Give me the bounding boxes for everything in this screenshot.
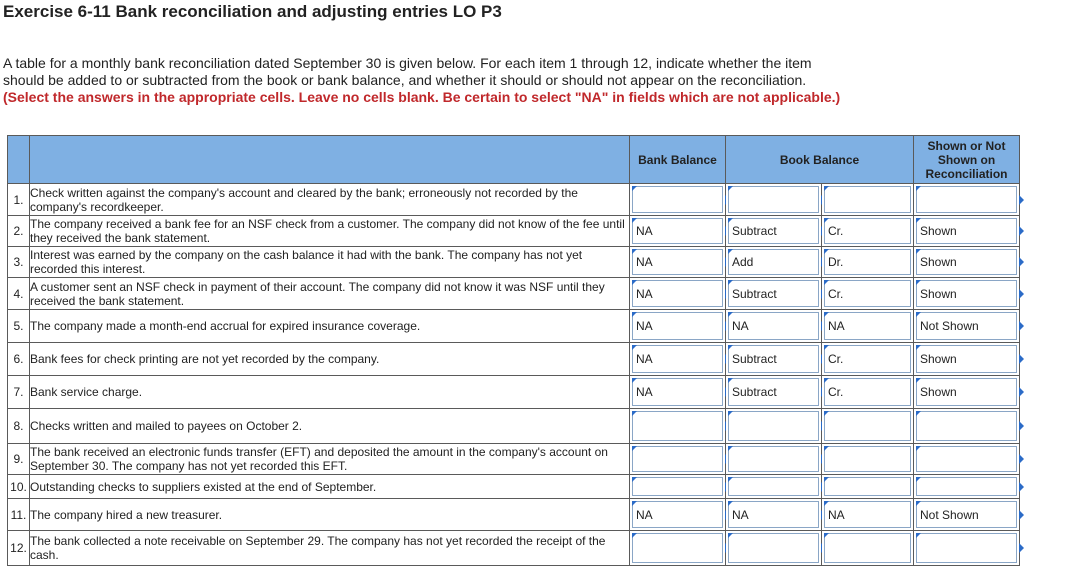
book-balance-select-cell	[726, 409, 822, 444]
item-number: 1.	[8, 184, 30, 216]
shown-select[interactable]	[916, 411, 1017, 441]
bank-balance-select[interactable]: NA	[632, 218, 723, 244]
item-number: 5.	[8, 310, 30, 343]
debit-credit-select[interactable]	[824, 477, 911, 496]
bank-balance-select-cell	[630, 216, 726, 247]
table-row	[8, 278, 1020, 310]
item-description: The company made a month-end accrual for expired insurance coverage.	[30, 310, 630, 343]
header-number	[8, 136, 30, 184]
item-number: 12.	[8, 531, 30, 566]
shown-select-cell	[914, 343, 1020, 376]
dropdown-arrow-icon	[1019, 289, 1024, 299]
reconciliation-table	[7, 135, 1020, 566]
book-balance-select[interactable]	[728, 186, 819, 213]
item-description: Checks written and mailed to payees on October 2.	[30, 409, 630, 444]
debit-credit-select[interactable]: NA	[824, 501, 911, 528]
shown-select[interactable]: Shown	[916, 378, 1017, 406]
book-balance-select-cell	[726, 310, 822, 343]
debit-credit-select-cell	[822, 278, 914, 310]
bank-balance-select[interactable]: NA	[632, 345, 723, 373]
header-shown-on-reconciliation: Shown or Not Shown on Reconciliation	[914, 136, 1020, 184]
table-row	[8, 444, 1020, 475]
debit-credit-select[interactable]	[824, 533, 911, 563]
shown-select-cell	[914, 376, 1020, 409]
shown-select[interactable]	[916, 477, 1017, 496]
shown-select-cell	[914, 310, 1020, 343]
shown-select-cell	[914, 475, 1020, 499]
shown-select[interactable]: Shown	[916, 218, 1017, 244]
shown-select-cell	[914, 531, 1020, 566]
item-description: Bank fees for check printing are not yet recorded by the company.	[30, 343, 630, 376]
shown-select-cell	[914, 247, 1020, 278]
table-row	[8, 343, 1020, 376]
shown-select-cell	[914, 409, 1020, 444]
dropdown-arrow-icon	[1019, 421, 1024, 431]
item-number: 4.	[8, 278, 30, 310]
table-row	[8, 531, 1020, 566]
debit-credit-select-cell	[822, 499, 914, 531]
bank-balance-select-cell	[630, 343, 726, 376]
table-row	[8, 499, 1020, 531]
item-number: 8.	[8, 409, 30, 444]
debit-credit-select[interactable]: Cr.	[824, 345, 911, 373]
dropdown-arrow-icon	[1019, 482, 1024, 492]
item-description: Bank service charge.	[30, 376, 630, 409]
table-row	[8, 310, 1020, 343]
bank-balance-select[interactable]: NA	[632, 501, 723, 528]
debit-credit-select[interactable]: Dr.	[824, 249, 911, 275]
book-balance-select-cell	[726, 376, 822, 409]
shown-select[interactable]	[916, 186, 1017, 213]
book-balance-select-cell	[726, 343, 822, 376]
bank-balance-select[interactable]	[632, 186, 723, 213]
debit-credit-select[interactable]: Cr.	[824, 280, 911, 307]
book-balance-select[interactable]: Subtract	[728, 218, 819, 244]
dropdown-arrow-icon	[1019, 387, 1024, 397]
table-row	[8, 376, 1020, 409]
dropdown-arrow-icon	[1019, 257, 1024, 267]
debit-credit-select-cell	[822, 310, 914, 343]
dropdown-arrow-icon	[1019, 354, 1024, 364]
table-row	[8, 475, 1020, 499]
bank-balance-select[interactable]	[632, 533, 723, 563]
debit-credit-select-cell	[822, 444, 914, 475]
book-balance-select[interactable]: Subtract	[728, 345, 819, 373]
book-balance-select-cell	[726, 475, 822, 499]
shown-select[interactable]	[916, 533, 1017, 563]
debit-credit-select-cell	[822, 376, 914, 409]
bank-balance-select-cell	[630, 409, 726, 444]
book-balance-select[interactable]	[728, 411, 819, 441]
bank-balance-select-cell	[630, 531, 726, 566]
item-number: 10.	[8, 475, 30, 499]
shown-select[interactable]: Not Shown	[916, 312, 1017, 340]
shown-select[interactable]: Not Shown	[916, 501, 1017, 528]
dropdown-arrow-icon	[1019, 321, 1024, 331]
table-row	[8, 409, 1020, 444]
dropdown-arrow-icon	[1019, 195, 1024, 205]
shown-select-cell	[914, 216, 1020, 247]
bank-balance-select-cell	[630, 310, 726, 343]
item-number: 7.	[8, 376, 30, 409]
debit-credit-select[interactable]: NA	[824, 312, 911, 340]
shown-select-cell	[914, 444, 1020, 475]
bank-balance-select-cell	[630, 499, 726, 531]
item-description: Outstanding checks to suppliers existed at the end of September.	[30, 475, 630, 499]
debit-credit-select-cell	[822, 216, 914, 247]
item-number: 2.	[8, 216, 30, 247]
bank-balance-select[interactable]	[632, 411, 723, 441]
book-balance-select-cell	[726, 444, 822, 475]
book-balance-select[interactable]: Add	[728, 249, 819, 275]
item-number: 9.	[8, 444, 30, 475]
table-row	[8, 184, 1020, 216]
shown-select[interactable]: Shown	[916, 249, 1017, 275]
debit-credit-select[interactable]	[824, 411, 911, 441]
book-balance-select[interactable]	[728, 446, 819, 472]
book-balance-select-cell	[726, 278, 822, 310]
dropdown-arrow-icon	[1019, 454, 1024, 464]
shown-select-cell	[914, 184, 1020, 216]
book-balance-select[interactable]	[728, 477, 819, 496]
bank-balance-select-cell	[630, 247, 726, 278]
instructions	[3, 55, 1003, 106]
header-book-balance: Book Balance	[726, 136, 914, 184]
debit-credit-select[interactable]	[824, 446, 911, 472]
debit-credit-select-cell	[822, 247, 914, 278]
bank-balance-select-cell	[630, 376, 726, 409]
bank-balance-select-cell	[630, 444, 726, 475]
debit-credit-select-cell	[822, 343, 914, 376]
bank-balance-select[interactable]	[632, 477, 723, 496]
item-description: The company hired a new treasurer.	[30, 499, 630, 531]
debit-credit-select[interactable]: Cr.	[824, 218, 911, 244]
debit-credit-select-cell	[822, 409, 914, 444]
bank-balance-select-cell	[630, 278, 726, 310]
book-balance-select[interactable]: NA	[728, 501, 819, 528]
shown-select[interactable]	[916, 446, 1017, 472]
bank-balance-select[interactable]: NA	[632, 249, 723, 275]
shown-select[interactable]: Shown	[916, 280, 1017, 307]
item-number: 11.	[8, 499, 30, 531]
item-description: Interest was earned by the company on the cash balance it had with the bank. The company has not yet recorded this interest.	[30, 247, 630, 278]
debit-credit-select-cell	[822, 184, 914, 216]
shown-select-cell	[914, 278, 1020, 310]
book-balance-select[interactable]: Subtract	[728, 280, 819, 307]
header-description	[30, 136, 630, 184]
book-balance-select[interactable]	[728, 533, 819, 563]
bank-balance-select[interactable]: NA	[632, 378, 723, 406]
item-number: 6.	[8, 343, 30, 376]
debit-credit-select[interactable]	[824, 186, 911, 213]
table-row	[8, 216, 1020, 247]
shown-select[interactable]: Shown	[916, 345, 1017, 373]
item-number: 3.	[8, 247, 30, 278]
book-balance-select-cell	[726, 531, 822, 566]
bank-balance-select-cell	[630, 184, 726, 216]
header-bank-balance: Bank Balance	[630, 136, 726, 184]
item-description: The bank collected a note receivable on September 29. The company has not yet recorded the receipt of the cash.	[30, 531, 630, 566]
book-balance-select-cell	[726, 499, 822, 531]
dropdown-arrow-icon	[1019, 510, 1024, 520]
bank-balance-select[interactable]	[632, 446, 723, 472]
book-balance-select-cell	[726, 247, 822, 278]
bank-balance-select[interactable]: NA	[632, 312, 723, 340]
exercise-title: Exercise 6-11 Bank reconciliation and adjusting entries LO P3	[3, 2, 502, 21]
book-balance-select[interactable]: Subtract	[728, 378, 819, 406]
item-description: The bank received an electronic funds transfer (EFT) and deposited the amount in the company's account on September 30. The company has not yet recorded this EFT.	[30, 444, 630, 475]
item-description: A customer sent an NSF check in payment of their account. The company did not know it was NSF until they received the bank statement.	[30, 278, 630, 310]
debit-credit-select-cell	[822, 475, 914, 499]
bank-balance-select[interactable]: NA	[632, 280, 723, 307]
instruction-note: (Select the answers in the appropriate cells. Leave no cells blank. Be certain to select "NA" in fields which are not applicable.)	[3, 89, 841, 105]
item-description: Check written against the company's account and cleared by the bank; erroneously not recorded by the company's recordkeeper.	[30, 184, 630, 216]
table-row	[8, 247, 1020, 278]
item-description: The company received a bank fee for an NSF check from a customer. The company did not know of the fee until they received the bank statement.	[30, 216, 630, 247]
shown-select-cell	[914, 499, 1020, 531]
bank-balance-select-cell	[630, 475, 726, 499]
instruction-line-1: A table for a monthly bank reconciliation dated September 30 is given below. For each item 1 through 12, indicate whether the item	[3, 55, 812, 71]
book-balance-select-cell	[726, 216, 822, 247]
debit-credit-select[interactable]: Cr.	[824, 378, 911, 406]
instruction-line-2: should be added to or subtracted from the book or bank balance, and whether it should or should not appear on the reconciliation.	[3, 72, 807, 88]
debit-credit-select-cell	[822, 531, 914, 566]
book-balance-select-cell	[726, 184, 822, 216]
dropdown-arrow-icon	[1019, 543, 1024, 553]
book-balance-select[interactable]: NA	[728, 312, 819, 340]
dropdown-arrow-icon	[1019, 226, 1024, 236]
